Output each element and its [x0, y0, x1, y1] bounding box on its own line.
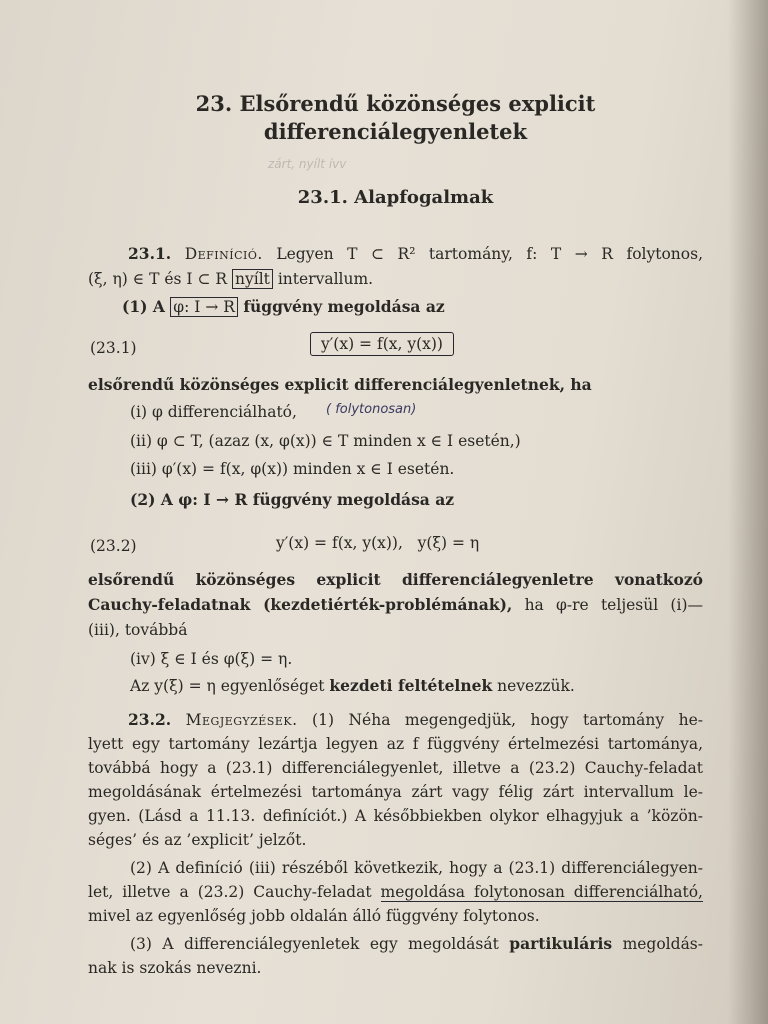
definition-line1: [128, 242, 703, 267]
condition-iii: (iii) φ′(x) = f(x, φ(x)) minden x ∈ I esetén.: [130, 460, 455, 478]
remark3-line1-a: (3) A differenciálegyenletek egy megoldását: [130, 935, 499, 953]
remark2-line3: mivel az egyenlőség jobb oldalán álló függvény folytonos.: [88, 907, 540, 925]
definition-part2: (2) A φ: I → R függvény megoldása az: [130, 490, 455, 509]
remark1-line3: továbbá hogy a (23.1) differenciálegyenlet, illetve a (23.2) Cauchy-feladat: [88, 759, 703, 777]
cauchy-problem-term: Cauchy-feladatnak (kezdetiérték-problémának),: [88, 595, 513, 614]
remark3-line1-c: megoldás-: [622, 935, 703, 953]
remark1-line6: séges’ és az ’explicit’ jelzőt.: [88, 831, 307, 849]
remark2-line1: (2) A definíció (iii) részéből következik, hogy a (23.1) differenciálegyen-: [130, 859, 703, 877]
equation-23-2-label: (23.2): [90, 537, 137, 555]
initial-condition-term: kezdeti feltételnek: [329, 676, 493, 695]
particular-term: partikuláris: [509, 934, 613, 953]
equation-23-1-label: (23.1): [90, 339, 137, 357]
condition-i: (i) φ differenciálható,: [130, 403, 297, 421]
condition-iv: (iv) ξ ∈ I és φ(ξ) = η.: [130, 650, 293, 668]
remark2-line2-a: let, illetve a (23.2) Cauchy-feladat: [88, 883, 372, 901]
boxed-function-phi: φ: I → R: [170, 297, 238, 317]
after-eq2-line3: (iii), továbbá: [88, 621, 188, 639]
section-heading: 23.1. Alapfogalmak: [297, 187, 494, 208]
equation-23-1-boxed: y′(x) = f(x, y(x)): [310, 332, 454, 356]
after-eq1: elsőrendű közönséges explicit differenciálegyenletnek, ha: [88, 375, 592, 394]
after-eq2-line2: [88, 593, 703, 618]
az-c: nevezzük.: [497, 677, 575, 695]
equation-23-1: [310, 332, 454, 357]
remark1-line1: (1) Néha megengedjük, hogy tartomány he-: [312, 711, 703, 729]
remark3-line2: nak is szokás nevezni.: [88, 959, 262, 977]
remark1-line4: megoldásának értelmezési tartománya zárt vagy félig zárt intervallum le-: [88, 783, 703, 801]
equation-23-2: y′(x) = f(x, y(x)), y(ξ) = η: [276, 534, 480, 552]
chapter-title-line2: differenciálegyenletek: [263, 119, 528, 144]
faint-handwritten-note: zárt, nyílt ívv: [268, 157, 347, 171]
remark3-line1: [130, 932, 703, 957]
remark1-line2: lyett egy tartomány lezártja legyen az f függvény értelmezési tartománya,: [88, 735, 703, 753]
remarks-kind: Megjegyzések.: [185, 711, 298, 729]
condition-ii: (ii) φ ⊂ T, (azaz (x, φ(x)) ∈ T minden x ∈ I esetén,): [130, 432, 521, 450]
boxed-word-nyilt: nyílt: [232, 269, 273, 289]
remarks-number: 23.2.: [128, 710, 172, 729]
definition-line2-b: intervallum.: [277, 270, 374, 288]
handwritten-note-folytonosan: ( folytonosan): [326, 402, 417, 417]
definition-kind: Definíció.: [184, 245, 263, 263]
after-eq2-line1: elsőrendű közönséges explicit differenciálegyenletre vonatkozó: [88, 570, 703, 589]
definition-line2-a: (ξ, η) ∈ T és I ⊂ R: [88, 270, 228, 288]
chapter-title-line1: 23. Elsőrendű közönséges explicit: [195, 91, 596, 116]
remark2-line2: [88, 880, 703, 905]
definition-part1: [122, 295, 445, 320]
definition-line1-text: Legyen T ⊂ R² tartomány, f: T → R folytonos,: [276, 245, 703, 263]
definition-number: 23.1.: [128, 244, 172, 263]
remark1-line5: gyen. (Lásd a 11.13. definíciót.) A későbbiekben olykor elhagyjuk a ’közön-: [88, 807, 703, 825]
definition-line2: [88, 267, 373, 292]
part1-b: függvény megoldása az: [243, 297, 445, 316]
part1-a: (1) A: [122, 297, 165, 316]
remark2-underlined-phrase: megoldása folytonosan differenciálható,: [380, 883, 703, 901]
page-edge-shadow: [728, 0, 768, 1024]
after-eq2-line2-b: ha φ-re teljesül (i)—: [524, 596, 703, 614]
az-a: Az y(ξ) = η egyenlőséget: [130, 677, 325, 695]
initial-condition-sentence: [130, 674, 575, 699]
remarks-line1: [128, 708, 703, 733]
